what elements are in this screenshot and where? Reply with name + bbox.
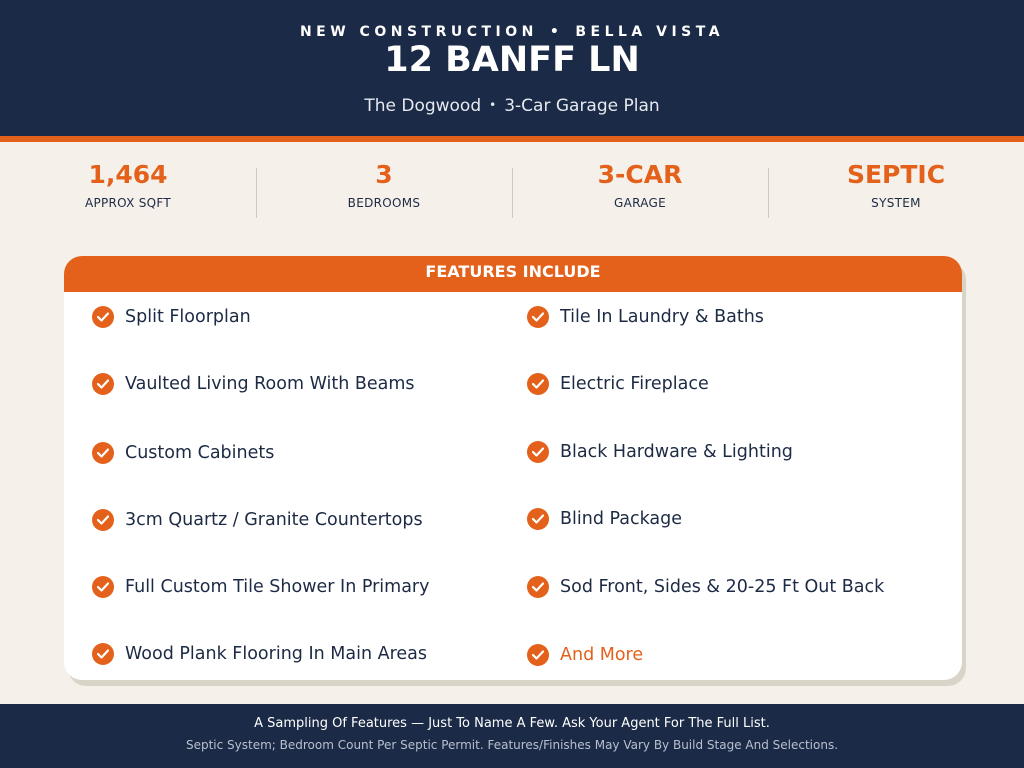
footer-disclaimer: A Sampling Of Features — Just To Name A Few. Ask Your Agent For The Full List. [254, 716, 770, 731]
feature-item [527, 437, 793, 467]
feature-label: Sod Front, Sides & 20-25 Ft Out Back [560, 577, 885, 597]
plan-separator: • [489, 98, 497, 112]
feature-item [92, 302, 251, 332]
stats-bar [0, 156, 1024, 226]
eyebrow-community-type: NEW CONSTRUCTION [299, 24, 538, 40]
feature-label: Split Floorplan [125, 307, 251, 327]
stat-bedrooms [256, 156, 512, 226]
feature-item-and-more [527, 640, 643, 670]
stat-sqft [0, 156, 256, 226]
feature-label: Black Hardware & Lighting [560, 442, 793, 462]
check-circle-icon [92, 576, 114, 598]
check-circle-icon [527, 373, 549, 395]
stat-label: GARAGE [613, 196, 667, 210]
check-circle-icon [92, 643, 114, 665]
features-heading: FEATURES INCLUDE [64, 256, 962, 292]
feature-label: Tile In Laundry & Baths [560, 307, 764, 327]
feature-item [92, 572, 429, 602]
feature-item [527, 302, 764, 332]
stat-value: 1,464 [88, 160, 168, 189]
check-circle-icon [527, 644, 549, 666]
feature-label: Wood Plank Flooring In Main Areas [125, 644, 427, 664]
eyebrow [0, 24, 1024, 40]
stat-label: APPROX SQFT [84, 196, 172, 210]
plan-name: The Dogwood [364, 96, 482, 116]
check-circle-icon [92, 509, 114, 531]
stat-label: SYSTEM [871, 196, 921, 210]
plan-subtitle [0, 96, 1024, 116]
footer-fine-print: Septic System; Bedroom Count Per Septic Permit. Features/Finishes May Vary By Build Stage And Selections. [185, 738, 839, 752]
check-circle-icon [527, 306, 549, 328]
feature-label: Custom Cabinets [125, 443, 275, 463]
feature-label: 3cm Quartz / Granite Countertops [125, 510, 423, 530]
plan-type: 3-Car Garage Plan [504, 96, 660, 116]
check-circle-icon [527, 441, 549, 463]
feature-item [92, 639, 427, 669]
feature-label: And More [560, 645, 644, 665]
stat-value: 3-CAR [597, 160, 683, 189]
stat-label: BEDROOMS [347, 196, 421, 210]
check-circle-icon [527, 508, 549, 530]
check-circle-icon [92, 442, 114, 464]
property-address-title: 12 BANFF LN [384, 40, 640, 80]
feature-item [527, 369, 709, 399]
feature-item [527, 504, 682, 534]
stat-system [768, 156, 1024, 226]
eyebrow-separator: • [549, 24, 564, 40]
feature-item [92, 505, 423, 535]
feature-label: Blind Package [560, 509, 683, 529]
features-card [64, 256, 962, 680]
feature-item [527, 572, 884, 602]
stat-value: 3 [375, 160, 393, 189]
header-banner [0, 0, 1024, 136]
feature-item [92, 369, 415, 399]
stat-value: SEPTIC [846, 160, 946, 189]
footer-banner [0, 704, 1024, 768]
check-circle-icon [92, 373, 114, 395]
check-circle-icon [527, 576, 549, 598]
check-circle-icon [92, 306, 114, 328]
feature-label: Electric Fireplace [560, 374, 709, 394]
eyebrow-community-name: BELLA VISTA [575, 24, 725, 40]
feature-label: Vaulted Living Room With Beams [125, 374, 415, 394]
feature-label: Full Custom Tile Shower In Primary [125, 577, 430, 597]
feature-item [92, 438, 274, 468]
stat-garage [512, 156, 768, 226]
header-accent-stripe [0, 136, 1024, 142]
